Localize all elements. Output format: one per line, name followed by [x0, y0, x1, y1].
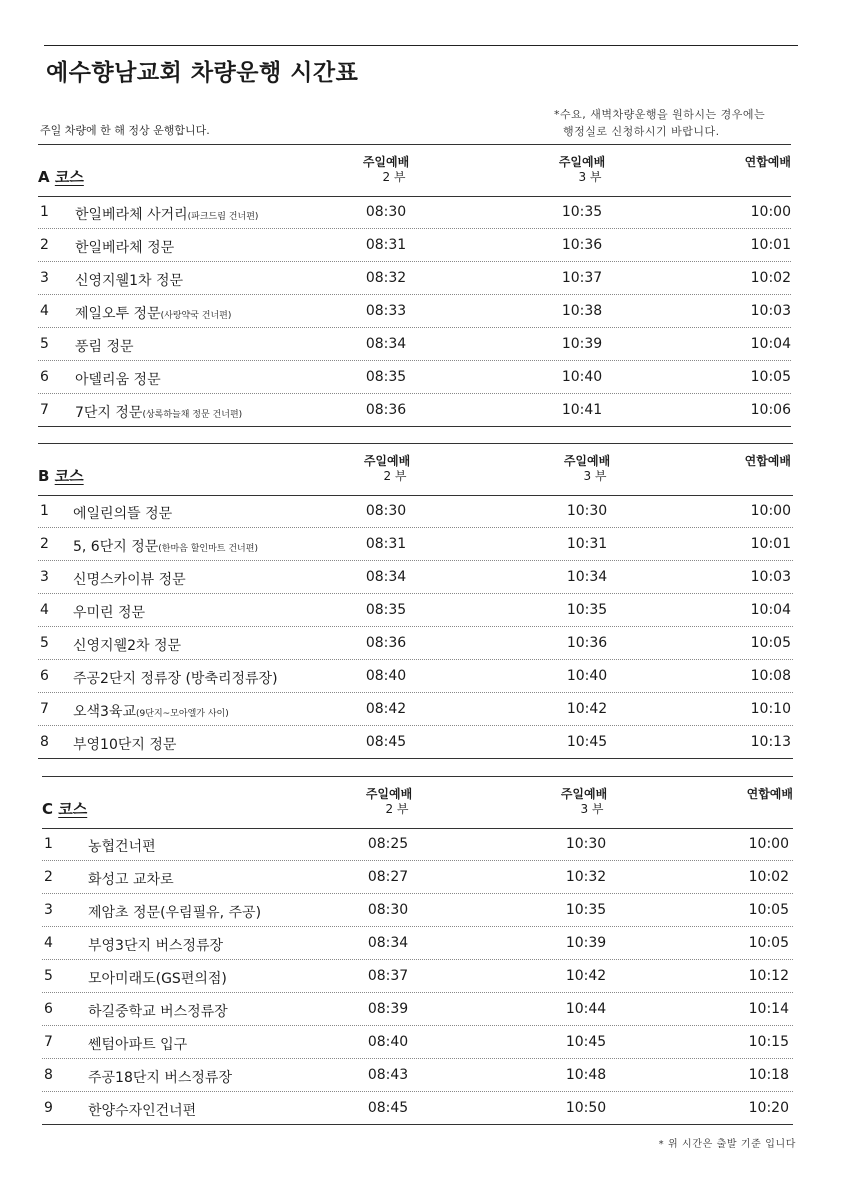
- time-service2: 10:36: [561, 237, 603, 253]
- table-row: [38, 295, 791, 328]
- time-service2: 10:30: [566, 503, 608, 519]
- notice-line-2: 행정실로 신청하시기 바랍니다.: [563, 125, 720, 138]
- time-service1: 08:42: [365, 701, 407, 717]
- stop-number: 7: [40, 701, 49, 717]
- table-row: [38, 229, 791, 262]
- stop-name-cell: [75, 336, 134, 356]
- time-service3: 10:04: [750, 336, 791, 352]
- course-title: [38, 465, 84, 486]
- time-service1: 08:30: [365, 204, 407, 220]
- service1-part: 2 부: [382, 170, 406, 184]
- stop-name-cell: [75, 237, 174, 257]
- stop-name: 부영10단지 정문: [73, 737, 177, 753]
- stop-note: (상록하늘채 정문 건너편): [142, 410, 243, 420]
- time-service2: 10:31: [566, 536, 608, 552]
- time-service1: 08:35: [365, 602, 407, 618]
- time-service3: 10:05: [748, 902, 789, 918]
- table-row: [42, 1026, 793, 1059]
- course-word: 코스: [54, 467, 84, 485]
- time-service2: 10:42: [565, 968, 607, 984]
- table-row: [42, 960, 793, 993]
- course-rows: [42, 828, 793, 1125]
- page-title: 예수향남교회 차량운행 시간표: [46, 60, 359, 86]
- column-header-service2: [554, 787, 614, 817]
- time-service2: 10:34: [566, 569, 608, 585]
- stop-name: 한일베라체 사거리: [75, 207, 188, 223]
- time-service2: 10:32: [565, 869, 607, 885]
- time-service3: 10:01: [750, 536, 791, 552]
- stop-name: 한일베라체 정문: [75, 240, 175, 256]
- service2-label: 주일예배: [563, 454, 611, 468]
- service3-label: 연합예배: [744, 454, 791, 468]
- time-service2: 10:45: [566, 734, 608, 750]
- service2-label: 주일예배: [558, 155, 606, 169]
- column-header-service2: [557, 454, 617, 484]
- stop-number: 8: [44, 1067, 53, 1083]
- stop-name: 5, 6단지 정문: [73, 539, 159, 555]
- time-service1: 08:30: [365, 503, 407, 519]
- time-service3: 10:15: [748, 1034, 789, 1050]
- stop-number: 6: [40, 668, 49, 684]
- table-row: [38, 328, 791, 361]
- time-service1: 08:37: [367, 968, 409, 984]
- table-row: [38, 262, 791, 295]
- time-service3: 10:04: [750, 602, 791, 618]
- stop-name: 에일린의뜰 정문: [73, 506, 173, 522]
- table-row: [42, 894, 793, 927]
- stop-name: 신영지웰2차 정문: [73, 638, 182, 654]
- stop-name: 우미린 정문: [73, 605, 146, 621]
- stop-name-cell: [73, 734, 176, 754]
- time-service1: 08:31: [365, 237, 407, 253]
- stop-number: 1: [40, 204, 49, 220]
- time-service2: 10:35: [561, 204, 603, 220]
- stop-name-cell: [88, 869, 174, 889]
- course-title: [42, 798, 87, 819]
- table-row: [38, 594, 793, 627]
- time-service1: 08:27: [367, 869, 409, 885]
- time-service1: 08:25: [367, 836, 409, 852]
- time-service3: 10:05: [750, 369, 791, 385]
- time-service3: 10:13: [750, 734, 791, 750]
- subtitle: 주일 차량에 한 해 정상 운행합니다.: [40, 124, 210, 137]
- stop-name-cell: [73, 602, 145, 622]
- time-service3: 10:03: [750, 303, 791, 319]
- table-row: [38, 726, 793, 759]
- stop-name: 하길중학교 버스정류장: [88, 1004, 228, 1020]
- time-service1: 08:45: [367, 1100, 409, 1116]
- time-service1: 08:36: [365, 635, 407, 651]
- table-header: [42, 776, 793, 829]
- table-row: [38, 693, 793, 726]
- time-service3: 10:12: [748, 968, 789, 984]
- stop-name: 한양수자인건너편: [88, 1103, 197, 1119]
- stop-name-cell: [88, 1067, 232, 1087]
- time-service3: 10:03: [750, 569, 791, 585]
- table-header: [38, 144, 791, 197]
- time-service2: 10:45: [565, 1034, 607, 1050]
- time-service2: 10:48: [565, 1067, 607, 1083]
- stop-name-cell: [75, 303, 231, 323]
- time-service3: 10:02: [748, 869, 789, 885]
- stop-name-cell: [88, 935, 223, 955]
- stop-name: 주공2단지 정류장 (방축리정류장): [73, 671, 278, 687]
- stop-name-cell: [73, 668, 278, 688]
- column-header-service1: [357, 454, 417, 484]
- time-service1: 08:33: [365, 303, 407, 319]
- course-word: 코스: [58, 800, 88, 818]
- time-service1: 08:31: [365, 536, 407, 552]
- notice: [554, 106, 765, 140]
- course-letter: B: [38, 467, 50, 485]
- stop-name: 제일오투 정문: [75, 306, 161, 322]
- time-service2: 10:40: [561, 369, 603, 385]
- time-service3: 10:00: [748, 836, 789, 852]
- time-service1: 08:39: [367, 1001, 409, 1017]
- stop-name-cell: [88, 968, 227, 988]
- stop-number: 2: [40, 536, 49, 552]
- stop-name-cell: [73, 569, 186, 589]
- time-service1: 08:30: [367, 902, 409, 918]
- stop-number: 2: [44, 869, 53, 885]
- time-service1: 08:34: [365, 336, 407, 352]
- service1-label: 주일예배: [362, 155, 410, 169]
- stop-name-cell: [88, 1034, 187, 1054]
- time-service2: 10:35: [566, 602, 608, 618]
- service1-label: 주일예배: [365, 787, 413, 801]
- time-service3: 10:06: [750, 402, 791, 418]
- column-header-service1: [359, 787, 419, 817]
- time-service3: 10:05: [750, 635, 791, 651]
- stop-number: 1: [40, 503, 49, 519]
- column-header-service1: [356, 155, 416, 185]
- service2-part: 3 부: [578, 170, 602, 184]
- table-row: [38, 561, 793, 594]
- column-header-service2: [552, 155, 612, 185]
- time-service3: 10:20: [748, 1100, 789, 1116]
- time-service1: 08:40: [367, 1034, 409, 1050]
- time-service1: 08:40: [365, 668, 407, 684]
- time-service3: 10:02: [750, 270, 791, 286]
- time-service2: 10:39: [565, 935, 607, 951]
- stop-number: 4: [40, 602, 49, 618]
- stop-note: (9단지~모아엘가 사이): [136, 709, 229, 719]
- time-service1: 08:45: [365, 734, 407, 750]
- stop-number: 7: [40, 402, 49, 418]
- table-row: [42, 1092, 793, 1125]
- time-service2: 10:35: [565, 902, 607, 918]
- table-row: [38, 660, 793, 693]
- stop-name-cell: [88, 1100, 196, 1120]
- stop-number: 7: [44, 1034, 53, 1050]
- footnote: * 위 시간은 출발 기준 입니다: [658, 1139, 796, 1150]
- stop-number: 1: [44, 836, 53, 852]
- stop-number: 9: [44, 1100, 53, 1116]
- stop-number: 4: [44, 935, 53, 951]
- stop-name: 오색3육교: [73, 704, 137, 720]
- time-service1: 08:36: [365, 402, 407, 418]
- table-row: [38, 528, 793, 561]
- column-header-service3: [745, 155, 791, 170]
- table-row: [42, 1059, 793, 1092]
- stop-name: 제암초 정문(우림필유, 주공): [88, 905, 262, 921]
- service1-part: 2 부: [385, 802, 409, 816]
- stop-name-cell: [73, 503, 172, 523]
- time-service2: 10:36: [566, 635, 608, 651]
- stop-number: 5: [40, 336, 49, 352]
- stop-number: 5: [44, 968, 53, 984]
- stop-name: 농협건너편: [88, 839, 156, 855]
- time-service3: 10:01: [750, 237, 791, 253]
- stop-name: 신영지웰1차 정문: [75, 273, 184, 289]
- stop-note: (한마음 할인마트 건너편): [158, 544, 258, 554]
- service2-part: 3 부: [583, 469, 607, 483]
- column-header-service3: [747, 787, 793, 802]
- time-service2: 10:37: [561, 270, 603, 286]
- table-row: [42, 861, 793, 894]
- service1-label: 주일예배: [363, 454, 411, 468]
- stop-name: 7단지 정문: [75, 405, 143, 421]
- stop-note: (사랑약국 건너편): [160, 311, 232, 321]
- stop-name-cell: [88, 1001, 228, 1021]
- table-row: [38, 627, 793, 660]
- course-rows: [38, 495, 793, 759]
- time-service1: 08:43: [367, 1067, 409, 1083]
- time-service2: 10:42: [566, 701, 608, 717]
- stop-name-cell: [88, 836, 156, 856]
- service2-part: 3 부: [580, 802, 604, 816]
- table-row: [42, 927, 793, 960]
- time-service1: 08:34: [365, 569, 407, 585]
- time-service2: 10:41: [561, 402, 603, 418]
- service3-label: 연합예배: [744, 155, 791, 169]
- course-letter: A: [38, 168, 50, 186]
- time-service1: 08:35: [365, 369, 407, 385]
- stop-name: 부영3단지 버스정류장: [88, 938, 224, 954]
- time-service3: 10:00: [750, 204, 791, 220]
- stop-name-cell: [88, 902, 261, 922]
- stop-name-cell: [73, 536, 258, 556]
- stop-name-cell: [75, 402, 242, 422]
- stop-number: 3: [44, 902, 53, 918]
- time-service3: 10:05: [748, 935, 789, 951]
- stop-number: 4: [40, 303, 49, 319]
- time-service2: 10:30: [565, 836, 607, 852]
- service3-label: 연합예배: [746, 787, 793, 801]
- table-row: [38, 361, 791, 394]
- stop-number: 6: [40, 369, 49, 385]
- time-service1: 08:32: [365, 270, 407, 286]
- table-row: [38, 394, 791, 427]
- stop-note: (파크드림 건너편): [187, 212, 259, 222]
- top-rule: [44, 45, 798, 46]
- table-row: [42, 828, 793, 861]
- time-service2: 10:39: [561, 336, 603, 352]
- stop-number: 3: [40, 270, 49, 286]
- time-service3: 10:00: [750, 503, 791, 519]
- stop-name: 주공18단지 버스정류장: [88, 1070, 232, 1086]
- stop-number: 8: [40, 734, 49, 750]
- time-service3: 10:08: [750, 668, 791, 684]
- course-letter: C: [42, 800, 54, 818]
- stop-name: 쎈텀아파트 입구: [88, 1037, 188, 1053]
- course-word: 코스: [54, 168, 84, 186]
- table-row: [42, 993, 793, 1026]
- stop-number: 2: [40, 237, 49, 253]
- time-service1: 08:34: [367, 935, 409, 951]
- time-service3: 10:10: [750, 701, 791, 717]
- course-title: [38, 166, 84, 187]
- column-header-service3: [745, 454, 791, 469]
- table-row: [38, 196, 791, 229]
- stop-name: 모아미래도(GS편의점): [88, 971, 227, 987]
- time-service3: 10:18: [748, 1067, 789, 1083]
- service2-label: 주일예배: [560, 787, 608, 801]
- time-service2: 10:40: [566, 668, 608, 684]
- stop-name: 화성고 교차로: [88, 872, 174, 888]
- stop-number: 6: [44, 1001, 53, 1017]
- stop-name: 신명스카이뷰 정문: [73, 572, 186, 588]
- stop-name: 풍림 정문: [75, 339, 134, 355]
- time-service3: 10:14: [748, 1001, 789, 1017]
- service1-part: 2 부: [383, 469, 407, 483]
- course-rows: [38, 196, 791, 427]
- time-service2: 10:38: [561, 303, 603, 319]
- stop-name-cell: [75, 369, 161, 389]
- stop-name-cell: [73, 635, 181, 655]
- stop-name-cell: [75, 204, 258, 224]
- stop-name-cell: [73, 701, 229, 721]
- stop-name-cell: [75, 270, 183, 290]
- table-header: [38, 443, 793, 496]
- time-service2: 10:44: [565, 1001, 607, 1017]
- notice-line-1: *수요, 새벽차량운행을 원하시는 경우에는: [554, 108, 766, 121]
- stop-name: 아델리움 정문: [75, 372, 161, 388]
- stop-number: 5: [40, 635, 49, 651]
- time-service2: 10:50: [565, 1100, 607, 1116]
- stop-number: 3: [40, 569, 49, 585]
- table-row: [38, 495, 793, 528]
